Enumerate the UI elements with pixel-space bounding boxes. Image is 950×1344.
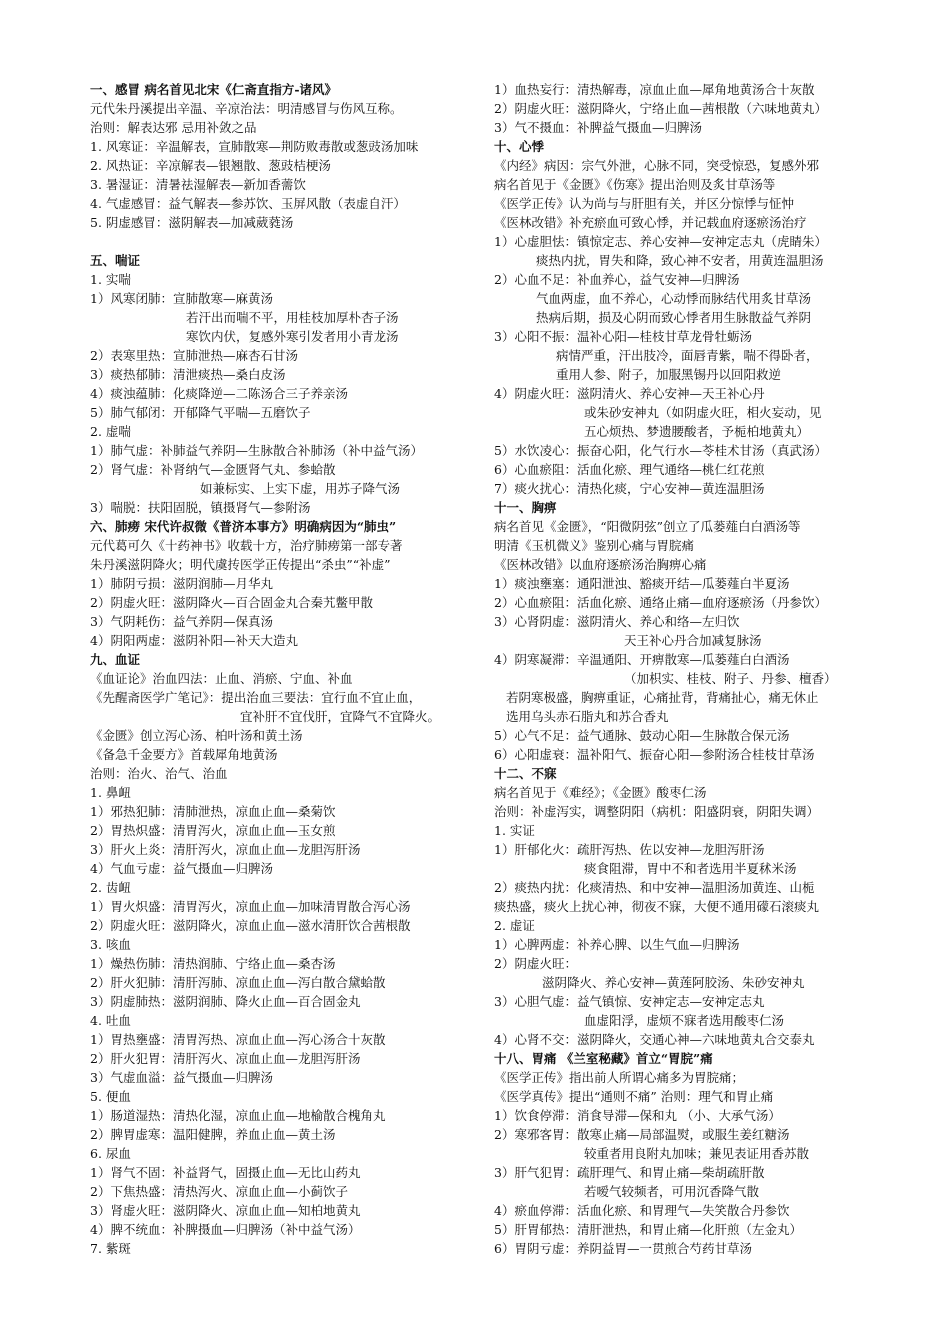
text-line: 1）肺阴亏损：滋阴润肺—月华丸 xyxy=(90,576,273,591)
text-line: 2）痰热内扰：化痰清热、和中安神—温胆汤加黄连、山栀 xyxy=(494,880,815,895)
section-heading: 十二、不寐 xyxy=(494,766,557,781)
text-line: 3. 咳血 xyxy=(90,937,131,952)
left-column xyxy=(90,80,495,1258)
text-line: 2）心血不足：补血养心，益气安神—归脾汤 xyxy=(494,272,740,287)
text-line: 若汗出而喘不平，用桂枝加厚朴杏子汤 xyxy=(186,310,399,325)
text-line: 1）肺气虚：补肺益气养阴—生脉散合补肺汤（补中益气汤） xyxy=(90,443,423,458)
text-line: 3）气不摄血：补脾益气摄血—归脾汤 xyxy=(494,120,702,135)
text-line: 1）心脾两虚：补养心脾、以生气血—归脾汤 xyxy=(494,937,740,952)
text-line: 《医学正传》认为尚与与肝胆有关，并区分惊悸与怔忡 xyxy=(494,196,795,211)
text-line: 4）气血亏虚：益气摄血—归脾汤 xyxy=(90,861,273,876)
text-line: 3）痰热郁肺：清泄痰热—桑白皮汤 xyxy=(90,367,286,382)
text-line: 4）阴寒凝滞：辛温通阳、开痹散寒—瓜蒌薤白白酒汤 xyxy=(494,652,790,667)
text-line: 选用乌头赤石脂丸和苏合香丸 xyxy=(506,709,669,724)
text-line: 血虚阳浮，虚烦不寐者选用酸枣仁汤 xyxy=(584,1013,785,1028)
text-line: 或朱砂安神丸（如阴虚火旺，相火妄动，见 xyxy=(584,405,822,420)
text-line: 1. 实喘 xyxy=(90,272,131,287)
text-line: 1）风寒闭肺：宣肺散寒—麻黄汤 xyxy=(90,291,273,306)
text-line: 2）脾胃虚寒：温阳健脾，养血止血—黄土汤 xyxy=(90,1127,336,1142)
text-line: 治则：治火、治气、治血 xyxy=(90,766,228,781)
text-line: 2）阴虚火旺：滋阴降火，宁络止血—茜根散（六味地黄丸） xyxy=(494,101,827,116)
text-line: 5）水饮凌心：振奋心阳，化气行水—苓桂术甘汤（真武汤） xyxy=(494,443,827,458)
text-line: 7. 紫斑 xyxy=(90,1241,131,1256)
text-line: 2. 风热证：辛凉解表—银翘散、葱豉桔梗汤 xyxy=(90,158,331,173)
text-line: 如兼标实、上实下虚，用苏子降气汤 xyxy=(200,481,401,496)
text-line: 6）胃阴亏虚：养阴益胃—一贯煎合芍药甘草汤 xyxy=(494,1241,752,1256)
text-line: 朱丹溪滋阴降火；明代虞抟医学正传提出“杀虫”“补虚” xyxy=(90,557,391,572)
text-line: 3）肝火上炎：清肝泻火，凉血止血—龙胆泻肝汤 xyxy=(90,842,361,857)
text-line: 病情严重，汗出肢冷，面唇青紫，喘不得卧者， xyxy=(556,348,819,363)
section-heading: 十、心悸 xyxy=(494,139,545,154)
text-line: 5. 便血 xyxy=(90,1089,131,1104)
text-line: 3）心阳不振：温补心阳—桂枝甘草龙骨牡蛎汤 xyxy=(494,329,752,344)
text-line: 《备急千金要方》首载犀角地黄汤 xyxy=(90,747,278,762)
text-line: 4）脾不统血：补脾摄血—归脾汤（补中益气汤） xyxy=(90,1222,361,1237)
text-line: 2）下焦热盛：清热泻火、凉血止血—小蓟饮子 xyxy=(90,1184,348,1199)
text-line: 2）阴虚火旺：滋阴降火，凉血止血—滋水清肝饮合茜根散 xyxy=(90,918,411,933)
text-line: 寒饮内伏，复感外寒引发者用小青龙汤 xyxy=(186,329,399,344)
text-line: 3）阴虚肺热：滋阴润肺、降火止血—百合固金丸 xyxy=(90,994,361,1009)
right-column xyxy=(494,80,904,1258)
text-line: 《内经》病因：宗气外泄，心脉不同，突受惊恐，复感外邪 xyxy=(494,158,820,173)
text-line: 宜补肝不宜伐肝，宜降气不宜降火。 xyxy=(240,709,441,724)
text-line: 滋阴降火、养心安神—黄莲阿胶汤、朱砂安神丸 xyxy=(542,975,805,990)
text-line: 2）寒邪客胃：散寒止痛—局部温熨，或服生姜红糖汤 xyxy=(494,1127,790,1142)
text-line: 《医学正传》指出前人所谓心痛多为胃脘痛； xyxy=(494,1070,745,1085)
text-line: 治则：补虚泻实，调整阴阳（病机：阳盛阴衰，阴阳失调） xyxy=(494,804,820,819)
text-line: 痰食阻滞，胃中不和者选用半夏秫米汤 xyxy=(584,861,797,876)
text-line: 3）心肾阴虚：滋阴清火、养心和络—左归饮 xyxy=(494,614,740,629)
text-line: 5. 阴虚感冒：滋阴解表—加减葳蕤汤 xyxy=(90,215,294,230)
text-line: 明清《玉机微义》鉴别心痛与胃脘痛 xyxy=(494,538,695,553)
text-line: 5）心气不足：益气通脉、鼓动心阳—生脉散合保元汤 xyxy=(494,728,790,743)
text-line: 1. 鼻衄 xyxy=(90,785,131,800)
text-line: 2）阴虚火旺： xyxy=(494,956,577,971)
text-line: 1. 风寒证：辛温解表，宣肺散寒—荆防败毒散或葱豉汤加味 xyxy=(90,139,419,154)
text-line: 1）燥热伤肺：清热润肺、宁络止血—桑杏汤 xyxy=(90,956,336,971)
text-line: 热病后期，损及心阴而致心悸者用生脉散益气养阴 xyxy=(536,310,812,325)
text-line: 3. 暑湿证：清暑祛湿解表—新加香薷饮 xyxy=(90,177,306,192)
text-line: 4. 吐血 xyxy=(90,1013,131,1028)
text-line: 元代葛可久《十药神书》收载十方，治疗肺痨第一部专著 xyxy=(90,538,403,553)
text-line: 5）肝胃郁热：清肝泄热，和胃止痛—化肝煎（左金丸） xyxy=(494,1222,802,1237)
text-line: 6. 尿血 xyxy=(90,1146,131,1161)
text-line: 5）肺气郁闭：开郁降气平喘—五磨饮子 xyxy=(90,405,311,420)
text-line: 3）肾虚火旺：滋阴降火、凉血止血—知柏地黄丸 xyxy=(90,1203,361,1218)
text-line: 1）心虚胆怯：镇惊定志、养心安神—安神定志丸（虎睛朱） xyxy=(494,234,827,249)
text-line: 3）肝气犯胃：疏肝理气、和胃止痛—柴胡疏肝散 xyxy=(494,1165,765,1180)
text-line: 2. 虚喘 xyxy=(90,424,131,439)
text-line: 2. 齿衄 xyxy=(90,880,131,895)
text-line: 《金匮》创立泻心汤、柏叶汤和黄土汤 xyxy=(90,728,303,743)
text-line: 1）饮食停滞：消食导滞—保和丸 （小、大承气汤） xyxy=(494,1108,781,1123)
text-line: 1）邪热犯肺：清肺泄热，凉血止血—桑菊饮 xyxy=(90,804,336,819)
text-line: 1）胃火炽盛：清胃泻火，凉血止血—加味清胃散合泻心汤 xyxy=(90,899,411,914)
text-line: 病名首见于《金匮》《伤寒》提出治则及炙甘草汤等 xyxy=(494,177,776,192)
text-line: 病名首见于《难经》；《金匮》酸枣仁汤 xyxy=(494,785,707,800)
text-line: 4. 气虚感冒：益气解表—参苏饮、玉屏风散（表虚自汗） xyxy=(90,196,406,211)
text-line: 治则：解表达邪 忌用补敛之品 xyxy=(90,120,257,135)
text-line: 1）血热妄行：清热解毒，凉血止血—犀角地黄汤合十灰散 xyxy=(494,82,815,97)
text-line: 6）心阳虚衰：温补阳气、振奋心阳—参附汤合桂枝甘草汤 xyxy=(494,747,815,762)
section-heading: 九、血证 xyxy=(90,652,141,667)
text-line: 病名首见《金匮》，“阳微阴弦”创立了瓜蒌薤白白酒汤等 xyxy=(494,519,801,534)
text-line: 天王补心丹合加减复脉汤 xyxy=(624,633,762,648)
text-line: 2. 虚证 xyxy=(494,918,535,933)
text-line: 若嗳气较频者，可用沉香降气散 xyxy=(584,1184,760,1199)
text-line: 3）心胆气虚：益气镇惊、安神定志—安神定志丸 xyxy=(494,994,765,1009)
text-line: 较重者用良附丸加味；兼见表证用香苏散 xyxy=(584,1146,810,1161)
spacer xyxy=(90,232,495,251)
section-heading: 六、肺痨 宋代许叔微《普济本事方》明确病因为“肺虫” xyxy=(90,519,397,534)
text-line: 2）表寒里热：宣肺泄热—麻杏石甘汤 xyxy=(90,348,298,363)
text-line: 4）痰浊蕴肺：化痰降逆—二陈汤合三子养亲汤 xyxy=(90,386,348,401)
text-line: 4）瘀血停滞：活血化瘀、和胃理气—失笑散合丹参饮 xyxy=(494,1203,790,1218)
text-line: 1）肝郁化火：疏肝泻热、佐以安神—龙胆泻肝汤 xyxy=(494,842,765,857)
text-line: 3）气阴耗伤：益气养阴—保真汤 xyxy=(90,614,273,629)
text-line: 1）肾气不固：补益肾气，固摄止血—无比山药丸 xyxy=(90,1165,361,1180)
text-line: 2）肝火犯肺：清肝泻肺、凉血止血—泻白散合黛蛤散 xyxy=(90,975,386,990)
text-line: 2）胃热炽盛：清胃泻火，凉血止血—玉女煎 xyxy=(90,823,336,838)
text-line: 2）肾气虚：补肾纳气—金匮肾气丸、参蛤散 xyxy=(90,462,336,477)
text-line: 4）心肾不交：滋阴降火，交通心神—六味地黄丸合交泰丸 xyxy=(494,1032,815,1047)
text-line: 1）痰浊壅塞：通阳泄浊、豁痰开结—瓜蒌薤白半夏汤 xyxy=(494,576,790,591)
section-heading: 十八、胃痛 《兰室秘藏》首立“胃脘”痛 xyxy=(494,1051,713,1066)
text-line: 2）阴虚火旺：滋阴降火—百合固金丸合秦艽鳖甲散 xyxy=(90,595,373,610)
text-line: 1）肠道湿热：清热化湿，凉血止血—地榆散合槐角丸 xyxy=(90,1108,386,1123)
text-line: 若阴寒极盛，胸痹重证，心痛扯背，背痛扯心，痛无休止 xyxy=(506,690,819,705)
text-line: 1）胃热壅盛：清胃泻热、凉血止血—泻心汤合十灰散 xyxy=(90,1032,386,1047)
text-line: 3）气虚血溢：益气摄血—归脾汤 xyxy=(90,1070,273,1085)
text-line: 3）喘脱：扶阳固脱，镇摄肾气—参附汤 xyxy=(90,500,311,515)
text-line: 2）肝火犯胃：清肝泻火、凉血止血—龙胆泻肝汤 xyxy=(90,1051,361,1066)
text-line: 《医林改错》补充瘀血可致心悸，并记载血府逐瘀汤治疗 xyxy=(494,215,807,230)
text-line: 4）阴虚火旺：滋阴清火、养心安神—天王补心丹 xyxy=(494,386,765,401)
text-line: 气血两虚，血不养心，心动悸而脉结代用炙甘草汤 xyxy=(536,291,812,306)
text-line: 元代朱丹溪提出辛温、辛凉治法：明清感冒与伤风互称。 xyxy=(90,101,403,116)
text-line: 7）痰火扰心：清热化痰，宁心安神—黄连温胆汤 xyxy=(494,481,765,496)
section-heading: 五、喘证 xyxy=(90,253,141,268)
text-line: 五心烦热、梦遗腰酸者，予栀柏地黄丸） xyxy=(584,424,810,439)
text-line: 4）阴阳两虚：滋阴补阳—补天大造丸 xyxy=(90,633,298,648)
text-line: 痰热内扰，胃失和降，致心神不安者，用黄连温胆汤 xyxy=(536,253,824,268)
text-line: 重用人参、附子，加服黑锡丹以回阳救逆 xyxy=(556,367,782,382)
text-line: 痰热盛，痰火上扰心神，彻夜不寐，大便不通用礞石滚痰丸 xyxy=(494,899,820,914)
text-line: 1. 实证 xyxy=(494,823,535,838)
text-line: 《血证论》治血四法：止血、消瘀、宁血、补血 xyxy=(90,671,353,686)
section-heading: 十一、胸痹 xyxy=(494,500,557,515)
text-line: 6）心血瘀阻：活血化瘀、理气通络—桃仁红花煎 xyxy=(494,462,765,477)
section-heading: 一、感冒 病名首见北宋《仁斋直指方-诸风》 xyxy=(90,82,338,97)
text-line: 《医学真传》提出“通则不痛” 治则：理气和胃止痛 xyxy=(494,1089,774,1104)
text-line: 2）心血瘀阻：活血化瘀、通络止痛—血府逐瘀汤（丹参饮） xyxy=(494,595,827,610)
text-line: 《先醒斋医学广笔记》：提出治血三要法：宜行血不宜止血， xyxy=(90,690,422,705)
text-line: （加枳实、桂枝、附子、丹参、檀香） xyxy=(624,671,837,686)
text-line: 《医林改错》以血府逐瘀汤治胸痹心痛 xyxy=(494,557,707,572)
